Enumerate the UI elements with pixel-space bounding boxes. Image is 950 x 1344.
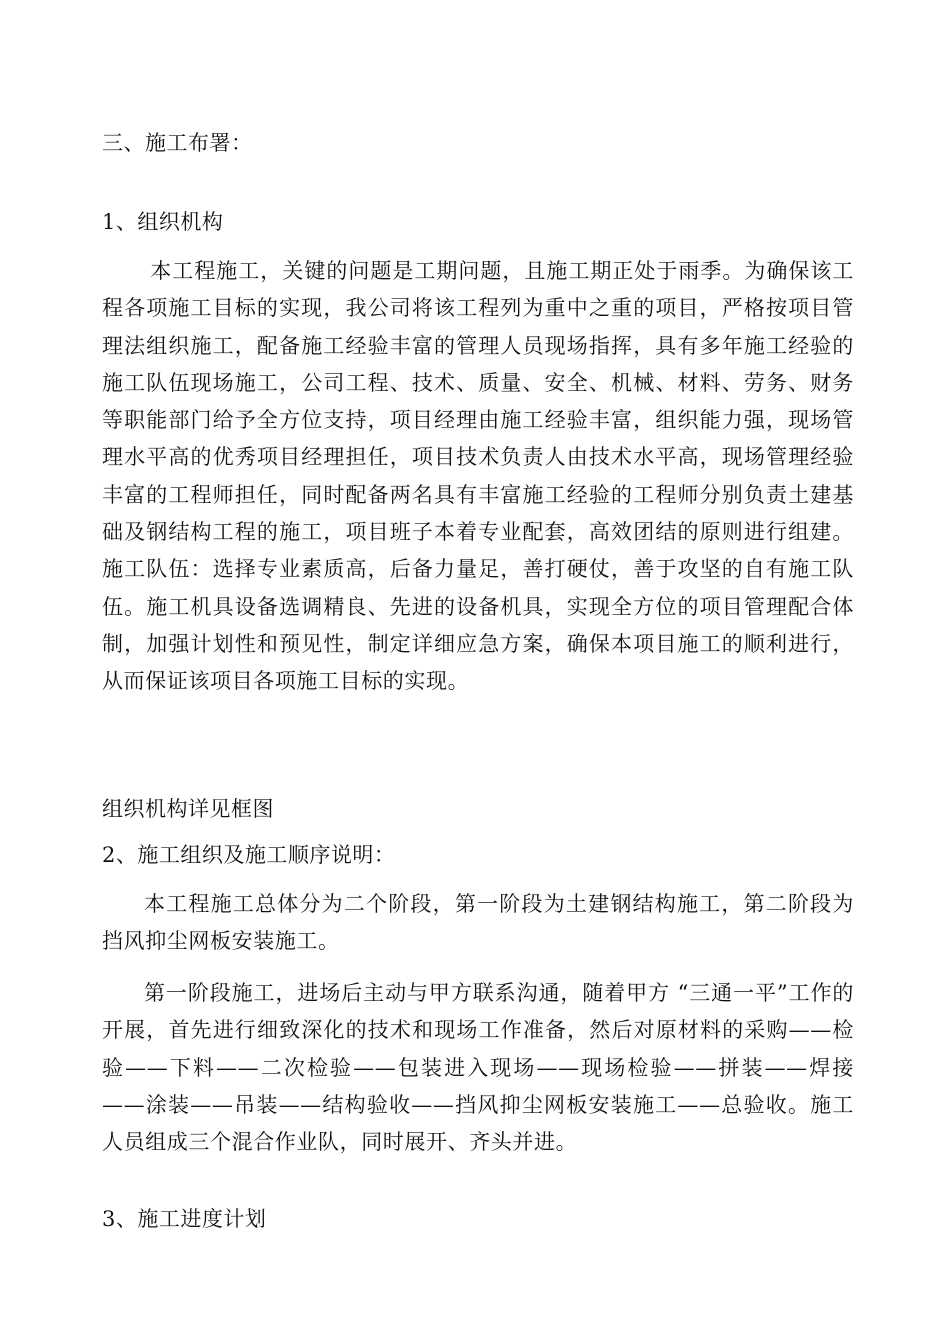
paragraph-phase-one: 第一阶段施工，进场后主动与甲方联系沟通，随着甲方 “三通一平”工作的开展，首先进行细致深化的技术和现场工作准备，然后对原材料的采购——检验——下料——二次检验——包装进入现场——现场检验——拼装——焊接——涂装——吊装——结构验收——挡风抑尘网板安装施工——总验收。施工人员组成三个混合作业队，同时展开、齐头并进。 [102, 981, 854, 1155]
paragraph-phases: 本工程施工总体分为二个阶段，第一阶段为土建钢结构施工，第二阶段为挡风抑尘网板安装施工。 [102, 892, 854, 954]
org-chart-note: 组织机构详见框图 [102, 797, 274, 821]
section-heading: 三、施工布署： [102, 131, 253, 155]
paragraph-organization: 本工程施工，关键的问题是工期问题，且施工期正处于雨季。为确保该工程各项施工目标的实现，我公司将该工程列为重中之重的项目，严格按项目管理法组织施工，配备施工经验丰富的管理人员现场指挥，具有多年施工经验的施工队伍现场施工，公司工程、技术、质量、安全、机械、材料、劳务、财务等职能部门给予全方位支持，项目经理由施工经验丰富，组织能力强，现场管理水平高的优秀项目经理担任，项目技术负责人由技术水平高，现场管理经验丰富的工程师担任，同时配备两名具有丰富施工经验的工程师分别负责土建基础及钢结构工程的施工，项目班子本着专业配套，高效团结的原则进行组建。施工队伍：选择专业素质高，后备力量足，善打硬仗，善于攻坚的自有施工队伍。施工机具设备选调精良、先进的设备机具，实现全方位的项目管理配合体制，加强计划性和预见性，制定详细应急方案，确保本项目施工的顺利进行，从而保证该项目各项施工目标的实现。 [102, 259, 854, 694]
subsection-heading-organization: 1、组织机构 [102, 210, 224, 234]
subsection-heading-schedule: 3、施工进度计划 [102, 1207, 267, 1231]
subsection-heading-sequence: 2、施工组织及施工顺序说明： [102, 843, 396, 867]
